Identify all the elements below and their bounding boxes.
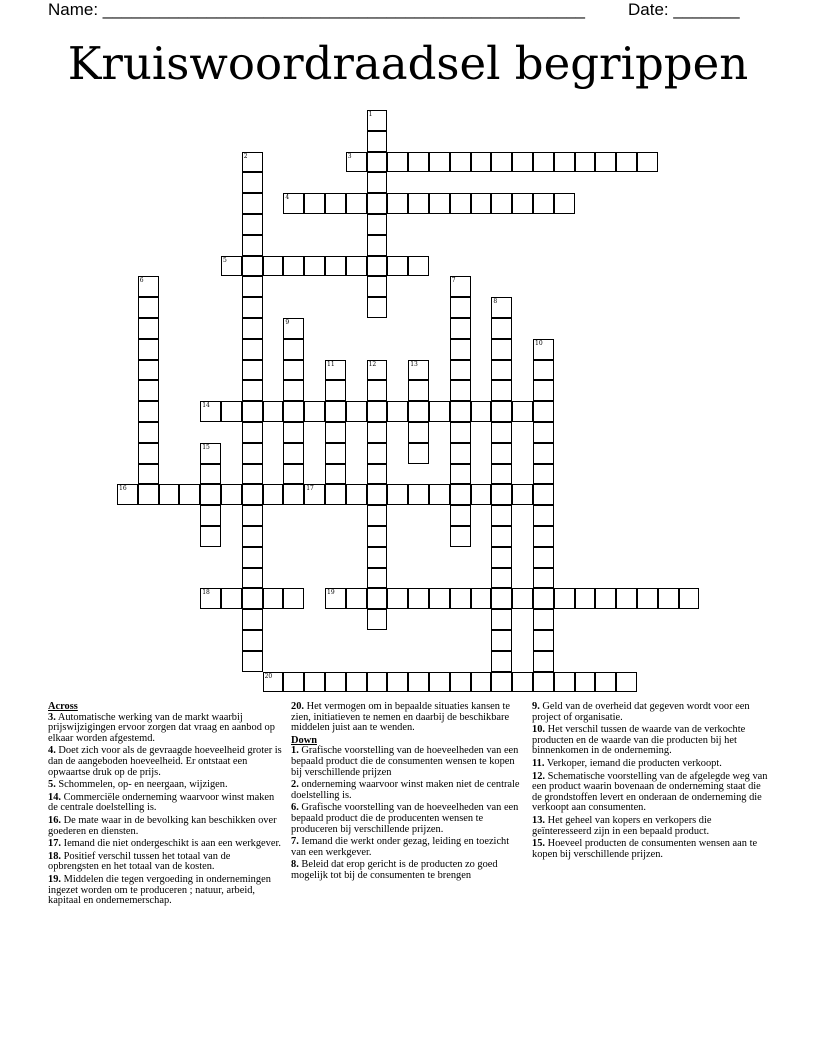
grid-cell[interactable] bbox=[533, 360, 554, 381]
grid-cell[interactable] bbox=[491, 380, 512, 401]
grid-cell[interactable] bbox=[367, 443, 388, 464]
grid-cell[interactable] bbox=[387, 193, 408, 214]
clue-number: 7 bbox=[451, 277, 456, 285]
grid-cell[interactable] bbox=[491, 193, 512, 214]
grid-cell[interactable] bbox=[283, 464, 304, 485]
clue-number: 11 bbox=[327, 360, 335, 368]
grid-cell[interactable] bbox=[138, 401, 159, 422]
clue-number: 9 bbox=[285, 319, 290, 326]
grid-cell[interactable] bbox=[450, 401, 471, 422]
grid-cell[interactable] bbox=[450, 276, 471, 297]
clue-down-15: 15. Hoeveel producten de consumenten wensen aan te kopen bij verschillende prijzen. bbox=[532, 838, 758, 860]
clue-across-19: 19. Middelen die tegen vergoeding in ondernemingen ingezet worden om te produceren ; natuur, arbeid, kapitaal en ondernemerschap. bbox=[48, 873, 271, 907]
grid-cell[interactable] bbox=[304, 484, 325, 505]
grid-cell[interactable] bbox=[304, 193, 325, 214]
grid-cell[interactable] bbox=[471, 193, 492, 214]
clue-number: 12 bbox=[368, 360, 377, 368]
clue-across-16: 16. De mate waar in de bevolking kan beschikken over goederen en diensten. bbox=[48, 814, 277, 837]
grid-cell[interactable] bbox=[367, 526, 388, 547]
grid-cell[interactable] bbox=[367, 110, 388, 131]
clue-down-11: 11. Verkoper, iemand die producten verkoopt. bbox=[532, 757, 722, 769]
grid-cell[interactable] bbox=[408, 401, 429, 422]
grid-cell[interactable] bbox=[429, 484, 450, 505]
grid-cell[interactable] bbox=[429, 193, 450, 214]
grid-cell[interactable] bbox=[138, 318, 159, 339]
grid-cell[interactable] bbox=[367, 256, 388, 277]
grid-cell[interactable] bbox=[283, 443, 304, 464]
grid-cell[interactable] bbox=[346, 256, 367, 277]
grid-cell[interactable] bbox=[367, 193, 388, 214]
grid-cell[interactable] bbox=[242, 380, 263, 401]
grid-cell[interactable] bbox=[491, 609, 512, 630]
grid-cell[interactable] bbox=[637, 152, 658, 173]
grid-cell[interactable] bbox=[221, 256, 242, 277]
grid-cell[interactable] bbox=[367, 152, 388, 173]
grid-cell[interactable] bbox=[117, 484, 138, 505]
grid-cell[interactable] bbox=[367, 672, 388, 693]
grid-cell[interactable] bbox=[408, 588, 429, 609]
grid-cell[interactable] bbox=[491, 360, 512, 381]
grid-cell[interactable] bbox=[283, 339, 304, 360]
grid-cell[interactable] bbox=[138, 380, 159, 401]
grid-cell[interactable] bbox=[471, 484, 492, 505]
grid-cell[interactable] bbox=[221, 401, 242, 422]
grid-cell[interactable] bbox=[491, 588, 512, 609]
grid-cell[interactable] bbox=[554, 672, 575, 693]
grid-cell[interactable] bbox=[242, 297, 263, 318]
grid-cell[interactable] bbox=[491, 422, 512, 443]
grid-cell[interactable] bbox=[325, 401, 346, 422]
grid-cell[interactable] bbox=[595, 672, 616, 693]
clue-number: 18 bbox=[202, 589, 210, 597]
grid-cell[interactable] bbox=[367, 464, 388, 485]
grid-cell[interactable] bbox=[533, 484, 554, 505]
grid-cell[interactable] bbox=[533, 547, 554, 568]
grid-cell[interactable] bbox=[450, 505, 471, 526]
grid-cell[interactable] bbox=[450, 339, 471, 360]
grid-cell[interactable] bbox=[533, 609, 554, 630]
grid-cell[interactable] bbox=[138, 484, 159, 505]
date-line: Date: _______ bbox=[628, 0, 740, 19]
grid-cell[interactable] bbox=[616, 588, 637, 609]
grid-cell[interactable] bbox=[408, 484, 429, 505]
grid-cell[interactable] bbox=[263, 588, 284, 609]
grid-cell[interactable] bbox=[491, 339, 512, 360]
grid-cell[interactable] bbox=[346, 401, 367, 422]
clue-across-18: 18. Positief verschil tussen het totaal van de opbrengsten en het totaal van de kosten. bbox=[48, 850, 231, 873]
grid-cell[interactable] bbox=[200, 505, 221, 526]
clue-number: 14 bbox=[202, 402, 210, 410]
grid-cell[interactable] bbox=[325, 193, 346, 214]
grid-cell[interactable] bbox=[242, 526, 263, 547]
grid-cell[interactable] bbox=[471, 152, 492, 173]
grid-cell[interactable] bbox=[138, 443, 159, 464]
grid-cell[interactable] bbox=[346, 152, 367, 173]
grid-cell[interactable] bbox=[533, 526, 554, 547]
grid-cell[interactable] bbox=[159, 484, 180, 505]
grid-cell[interactable] bbox=[242, 360, 263, 381]
grid-cell[interactable] bbox=[533, 152, 554, 173]
grid-cell[interactable] bbox=[658, 588, 679, 609]
grid-cell[interactable] bbox=[304, 401, 325, 422]
grid-cell[interactable] bbox=[242, 318, 263, 339]
grid-cell[interactable] bbox=[491, 651, 512, 672]
clue-across-20: 20. Het vermogen om in bepaalde situaties kansen te zien, initiatieven te nemen en daarbij de beschikbare middelen juist aan te wenden. bbox=[291, 701, 511, 734]
grid-cell[interactable] bbox=[616, 672, 637, 693]
grid-cell[interactable] bbox=[242, 588, 263, 609]
grid-cell[interactable] bbox=[138, 464, 159, 485]
grid-cell[interactable] bbox=[367, 588, 388, 609]
grid-cell[interactable] bbox=[263, 256, 284, 277]
grid-cell[interactable] bbox=[200, 526, 221, 547]
grid-cell[interactable] bbox=[367, 401, 388, 422]
grid-cell[interactable] bbox=[200, 401, 221, 422]
grid-cell[interactable] bbox=[367, 568, 388, 589]
grid-cell[interactable] bbox=[533, 193, 554, 214]
grid-cell[interactable] bbox=[283, 588, 304, 609]
grid-cell[interactable] bbox=[283, 380, 304, 401]
grid-cell[interactable] bbox=[408, 256, 429, 277]
grid-cell[interactable] bbox=[575, 672, 596, 693]
grid-cell[interactable] bbox=[512, 672, 533, 693]
grid-cell[interactable] bbox=[179, 484, 200, 505]
grid-cell[interactable] bbox=[221, 484, 242, 505]
page-title: Kruiswoordraadsel begrippen bbox=[67, 37, 749, 90]
grid-cell[interactable] bbox=[283, 256, 304, 277]
clue-across-17: 17. Iemand die niet ondergeschikt is aan een werkgever. bbox=[48, 838, 281, 850]
grid-cell[interactable] bbox=[450, 193, 471, 214]
grid-cell[interactable] bbox=[491, 464, 512, 485]
grid-cell[interactable] bbox=[200, 588, 221, 609]
grid-cell[interactable] bbox=[325, 588, 346, 609]
grid-cell[interactable] bbox=[595, 152, 616, 173]
grid-cell[interactable] bbox=[450, 526, 471, 547]
grid-cell[interactable] bbox=[304, 256, 325, 277]
clue-down-7: 7. Iemand die werkt onder gezag, leiding en toezicht van een werkgever. bbox=[291, 836, 510, 858]
grid-cell[interactable] bbox=[200, 464, 221, 485]
grid-cell[interactable] bbox=[263, 672, 284, 693]
grid-cell[interactable] bbox=[325, 422, 346, 443]
grid-cell[interactable] bbox=[554, 588, 575, 609]
grid-cell[interactable] bbox=[387, 672, 408, 693]
grid-cell[interactable] bbox=[471, 672, 492, 693]
grid-cell[interactable] bbox=[387, 152, 408, 173]
grid-cell[interactable] bbox=[616, 152, 637, 173]
clue-number: 17 bbox=[306, 485, 314, 493]
grid-cell[interactable] bbox=[450, 380, 471, 401]
clue-down-6: 6. Grafische voorstelling van de hoeveelheden van een bepaald product die de producenten wensen te produceren bij verschillende prijzen. bbox=[291, 802, 519, 835]
grid-cell[interactable] bbox=[346, 484, 367, 505]
grid-cell[interactable] bbox=[533, 401, 554, 422]
clue-number: 15 bbox=[202, 443, 210, 451]
grid-cell[interactable] bbox=[408, 443, 429, 464]
clue-across-3: 3. Automatische werking van de markt waarbij prijswijzigingen ervoor zorgen dat vraag en aanbod op elkaar worden afgestemd. bbox=[48, 711, 275, 744]
grid-cell[interactable] bbox=[242, 443, 263, 464]
grid-cell[interactable] bbox=[283, 360, 304, 381]
grid-cell[interactable] bbox=[367, 505, 388, 526]
clue-down-9: 9. Geld van de overheid dat gegeven wordt voor een project of organisatie. bbox=[532, 701, 750, 723]
clue-down-1: 1. Grafische voorstelling van de hoeveelheden van een bepaald product die de consumenten wensen te kopen bij verschillende prijzen bbox=[291, 745, 519, 778]
grid-cell[interactable] bbox=[491, 568, 512, 589]
grid-cell[interactable] bbox=[242, 422, 263, 443]
grid-cell[interactable] bbox=[408, 380, 429, 401]
grid-cell[interactable] bbox=[491, 484, 512, 505]
grid-cell[interactable] bbox=[242, 172, 263, 193]
grid-cell[interactable] bbox=[429, 672, 450, 693]
grid-cell[interactable] bbox=[346, 588, 367, 609]
grid-cell[interactable] bbox=[554, 152, 575, 173]
grid-cell[interactable] bbox=[533, 443, 554, 464]
grid-cell[interactable] bbox=[533, 588, 554, 609]
grid-cell[interactable] bbox=[575, 152, 596, 173]
grid-cell[interactable] bbox=[491, 505, 512, 526]
clues-column-2 bbox=[291, 702, 523, 884]
grid-cell[interactable] bbox=[429, 401, 450, 422]
grid-cell[interactable] bbox=[450, 318, 471, 339]
grid-cell[interactable] bbox=[367, 360, 388, 381]
grid-cell[interactable] bbox=[595, 588, 616, 609]
grid-cell[interactable] bbox=[242, 193, 263, 214]
grid-cell[interactable] bbox=[471, 588, 492, 609]
grid-cell[interactable] bbox=[533, 651, 554, 672]
grid-cell[interactable] bbox=[367, 276, 388, 297]
grid-cell[interactable] bbox=[346, 672, 367, 693]
grid-cell[interactable] bbox=[512, 484, 533, 505]
grid-cell[interactable] bbox=[242, 214, 263, 235]
grid-cell[interactable] bbox=[138, 276, 159, 297]
grid-cell[interactable] bbox=[138, 360, 159, 381]
clue-across-14: 14. Commerciële onderneming waarvoor winst maken de centrale doelstelling is. bbox=[48, 791, 275, 814]
grid-cell[interactable] bbox=[263, 401, 284, 422]
grid-cell[interactable] bbox=[242, 505, 263, 526]
grid-cell[interactable] bbox=[242, 276, 263, 297]
grid-cell[interactable] bbox=[512, 152, 533, 173]
clue-number: 19 bbox=[327, 589, 335, 597]
grid-cell[interactable] bbox=[387, 401, 408, 422]
grid-cell[interactable] bbox=[450, 484, 471, 505]
grid-cell[interactable] bbox=[533, 568, 554, 589]
grid-cell[interactable] bbox=[533, 422, 554, 443]
grid-cell[interactable] bbox=[367, 547, 388, 568]
name-line: Name: ___________________________________________________ bbox=[48, 0, 585, 19]
grid-cell[interactable] bbox=[491, 152, 512, 173]
clue-across-5: 5. Schommelen, op- en neergaan, wijzigen. bbox=[48, 779, 228, 791]
grid-cell[interactable] bbox=[637, 588, 658, 609]
clues-column-1 bbox=[48, 702, 282, 909]
grid-cell[interactable] bbox=[283, 422, 304, 443]
clue-number: 8 bbox=[493, 298, 498, 306]
clue-number: 1 bbox=[368, 111, 373, 118]
grid-cell[interactable] bbox=[325, 672, 346, 693]
clue-down-13: 13. Het geheel van kopers en verkopers die geïnteresseerd zijn in een bepaald product. bbox=[532, 814, 712, 837]
clue-number: 20 bbox=[264, 672, 273, 680]
grid-cell[interactable] bbox=[450, 360, 471, 381]
clue-number: 4 bbox=[285, 194, 290, 202]
grid-cell[interactable] bbox=[491, 630, 512, 651]
grid-cell[interactable] bbox=[325, 443, 346, 464]
grid-cell[interactable] bbox=[242, 568, 263, 589]
grid-cell[interactable] bbox=[491, 318, 512, 339]
grid-cell[interactable] bbox=[575, 588, 596, 609]
grid-cell[interactable] bbox=[533, 464, 554, 485]
grid-cell[interactable] bbox=[367, 235, 388, 256]
grid-cell[interactable] bbox=[325, 484, 346, 505]
grid-cell[interactable] bbox=[408, 152, 429, 173]
grid-cell[interactable] bbox=[408, 360, 429, 381]
grid-cell[interactable] bbox=[325, 380, 346, 401]
grid-cell[interactable] bbox=[491, 672, 512, 693]
grid-cell[interactable] bbox=[491, 297, 512, 318]
grid-cell[interactable] bbox=[450, 443, 471, 464]
clue-number: 10 bbox=[535, 339, 543, 347]
grid-cell[interactable] bbox=[283, 318, 304, 339]
grid-cell[interactable] bbox=[387, 484, 408, 505]
grid-cell[interactable] bbox=[387, 588, 408, 609]
clue-down-10: 10. Het verschil tussen de waarde van de verkochte producten en de waarde van die producten bij het binnenkomen in de onderneming. bbox=[532, 724, 746, 757]
grid-cell[interactable] bbox=[450, 152, 471, 173]
down-heading: Down bbox=[291, 734, 317, 746]
grid-cell[interactable] bbox=[450, 672, 471, 693]
grid-cell[interactable] bbox=[263, 484, 284, 505]
grid-cell[interactable] bbox=[200, 484, 221, 505]
grid-cell[interactable] bbox=[408, 193, 429, 214]
grid-cell[interactable] bbox=[200, 443, 221, 464]
grid-cell[interactable] bbox=[450, 464, 471, 485]
grid-cell[interactable] bbox=[491, 526, 512, 547]
grid-cell[interactable] bbox=[367, 172, 388, 193]
grid-cell[interactable] bbox=[408, 672, 429, 693]
grid-cell[interactable] bbox=[242, 464, 263, 485]
grid-cell[interactable] bbox=[367, 422, 388, 443]
grid-cell[interactable] bbox=[491, 547, 512, 568]
grid-cell[interactable] bbox=[325, 256, 346, 277]
clue-down-8: 8. Beleid dat erop gericht is de producten zo goed mogelijk tot bij de consumenten te brengen bbox=[291, 859, 498, 881]
grid-cell[interactable] bbox=[512, 588, 533, 609]
grid-cell[interactable] bbox=[387, 256, 408, 277]
grid-cell[interactable] bbox=[533, 630, 554, 651]
grid-cell[interactable] bbox=[491, 443, 512, 464]
grid-cell[interactable] bbox=[283, 193, 304, 214]
grid-cell[interactable] bbox=[533, 380, 554, 401]
grid-cell[interactable] bbox=[450, 297, 471, 318]
grid-cell[interactable] bbox=[491, 401, 512, 422]
grid-cell[interactable] bbox=[242, 547, 263, 568]
clue-down-12: 12. Schematische voorstelling van de afgelegde weg van een product waarin bovenaan de onderneming staat die de grondstoffen levert en onderaan de onderneming die verkoopt aan consumenten. bbox=[532, 770, 768, 814]
grid-cell[interactable] bbox=[367, 380, 388, 401]
grid-cell[interactable] bbox=[367, 214, 388, 235]
grid-cell[interactable] bbox=[429, 152, 450, 173]
grid-cell[interactable] bbox=[450, 422, 471, 443]
grid-cell[interactable] bbox=[242, 630, 263, 651]
grid-cell[interactable] bbox=[533, 672, 554, 693]
grid-cell[interactable] bbox=[242, 235, 263, 256]
grid-cell[interactable] bbox=[471, 401, 492, 422]
grid-cell[interactable] bbox=[512, 401, 533, 422]
grid-cell[interactable] bbox=[512, 193, 533, 214]
grid-cell[interactable] bbox=[242, 152, 263, 173]
grid-cell[interactable] bbox=[221, 588, 242, 609]
grid-cell[interactable] bbox=[325, 360, 346, 381]
grid-cell[interactable] bbox=[533, 505, 554, 526]
clue-number: 3 bbox=[347, 152, 352, 160]
grid-cell[interactable] bbox=[283, 672, 304, 693]
grid-cell[interactable] bbox=[283, 484, 304, 505]
grid-cell[interactable] bbox=[367, 609, 388, 630]
grid-cell[interactable] bbox=[304, 672, 325, 693]
grid-cell[interactable] bbox=[533, 339, 554, 360]
grid-cell[interactable] bbox=[138, 297, 159, 318]
clue-number: 5 bbox=[223, 256, 227, 264]
grid-cell[interactable] bbox=[554, 193, 575, 214]
grid-cell[interactable] bbox=[367, 484, 388, 505]
grid-cell[interactable] bbox=[346, 193, 367, 214]
grid-cell[interactable] bbox=[242, 401, 263, 422]
clue-number: 6 bbox=[139, 277, 144, 285]
clue-across-4: 4. Doet zich voor als de gevraagde hoeveelheid groter is dan de aangeboden hoeveelheid. Er ontstaat een opwaartse druk op de prijs. bbox=[48, 745, 282, 778]
grid-cell[interactable] bbox=[429, 588, 450, 609]
clue-down-2: 2. onderneming waarvoor winst maken niet de centrale doelstelling is. bbox=[291, 779, 520, 801]
across-heading: Across bbox=[48, 701, 78, 712]
grid-cell[interactable] bbox=[242, 651, 263, 672]
grid-cell[interactable] bbox=[450, 588, 471, 609]
grid-cell[interactable] bbox=[242, 484, 263, 505]
grid-cell[interactable] bbox=[138, 339, 159, 360]
grid-cell[interactable] bbox=[325, 464, 346, 485]
clue-number: 2 bbox=[243, 152, 248, 160]
grid-cell[interactable] bbox=[138, 422, 159, 443]
grid-cell[interactable] bbox=[283, 401, 304, 422]
grid-cell[interactable] bbox=[367, 131, 388, 152]
grid-cell[interactable] bbox=[242, 256, 263, 277]
grid-cell[interactable] bbox=[242, 609, 263, 630]
clue-number: 13 bbox=[410, 360, 418, 368]
grid-cell[interactable] bbox=[408, 422, 429, 443]
clue-number: 16 bbox=[119, 485, 127, 493]
grid-cell[interactable] bbox=[367, 297, 388, 318]
clues-column-3 bbox=[532, 702, 770, 862]
grid-cell[interactable] bbox=[679, 588, 700, 609]
grid-cell[interactable] bbox=[242, 339, 263, 360]
